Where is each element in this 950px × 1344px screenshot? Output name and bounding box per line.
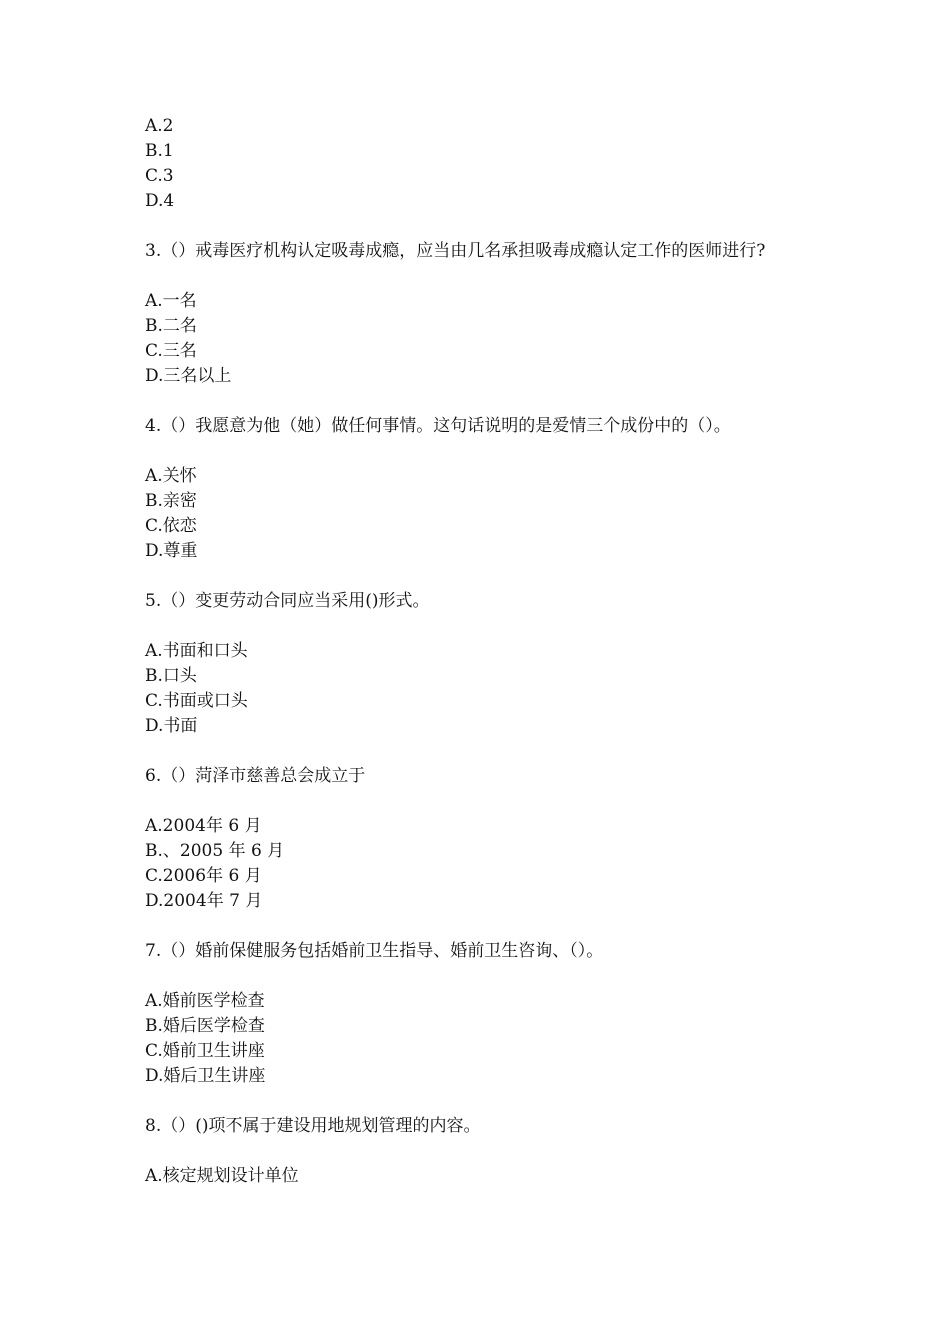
option-a: A.一名 bbox=[145, 291, 197, 311]
question-text: 5.（）变更劳动合同应当采用()形式。 bbox=[145, 591, 430, 611]
option-b: B.婚后医学检查 bbox=[145, 1016, 265, 1036]
document-page bbox=[145, 114, 825, 1189]
option-d: D.4 bbox=[145, 191, 175, 211]
question-6 bbox=[145, 764, 825, 914]
options-list bbox=[145, 1164, 825, 1189]
option-a: A.关怀 bbox=[145, 466, 197, 486]
question-8 bbox=[145, 1114, 825, 1189]
question-text: 7.（）婚前保健服务包括婚前卫生指导、婚前卫生咨询、（）。 bbox=[145, 941, 604, 961]
option-b: B.、2005 年 6 月 bbox=[145, 841, 285, 861]
question-text: 8.（）()项不属于建设用地规划管理的内容。 bbox=[145, 1116, 481, 1136]
option-c: C.婚前卫生讲座 bbox=[145, 1041, 265, 1061]
option-b: B.二名 bbox=[145, 316, 197, 336]
option-b: B.口头 bbox=[145, 666, 197, 686]
option-c: C.三名 bbox=[145, 341, 197, 361]
option-d: D.婚后卫生讲座 bbox=[145, 1066, 266, 1086]
option-d: D.2004年 7 月 bbox=[145, 891, 263, 911]
option-a: A.书面和口头 bbox=[145, 641, 248, 661]
option-c: C.3 bbox=[145, 166, 174, 186]
option-d: D.尊重 bbox=[145, 541, 198, 561]
question-4 bbox=[145, 414, 825, 564]
option-b: B.1 bbox=[145, 141, 174, 161]
question-5 bbox=[145, 589, 825, 739]
option-c: C.2006年 6 月 bbox=[145, 866, 262, 886]
option-a: A.2 bbox=[145, 116, 174, 136]
question-7 bbox=[145, 939, 825, 1089]
option-d: D.书面 bbox=[145, 716, 198, 736]
question-text: 3.（）戒毒医疗机构认定吸毒成瘾，应当由几名承担吸毒成瘾认定工作的医师进行? bbox=[145, 241, 766, 261]
options-list bbox=[145, 289, 825, 389]
question-text: 4.（）我愿意为他（她）做任何事情。这句话说明的是爱情三个成份中的（）。 bbox=[145, 416, 731, 436]
option-c: C.书面或口头 bbox=[145, 691, 248, 711]
question-3 bbox=[145, 239, 825, 389]
option-a: A.婚前医学检查 bbox=[145, 991, 265, 1011]
options-list bbox=[145, 639, 825, 739]
option-b: B.亲密 bbox=[145, 491, 197, 511]
option-a: A.2004年 6 月 bbox=[145, 816, 262, 836]
options-list bbox=[145, 814, 825, 914]
options-list bbox=[145, 989, 825, 1089]
option-d: D.三名以上 bbox=[145, 366, 232, 386]
question-text: 6.（）菏泽市慈善总会成立于 bbox=[145, 766, 366, 786]
continued-options bbox=[145, 114, 825, 214]
option-c: C.依恋 bbox=[145, 516, 197, 536]
option-a: A.核定规划设计单位 bbox=[145, 1166, 299, 1186]
options-list bbox=[145, 464, 825, 564]
